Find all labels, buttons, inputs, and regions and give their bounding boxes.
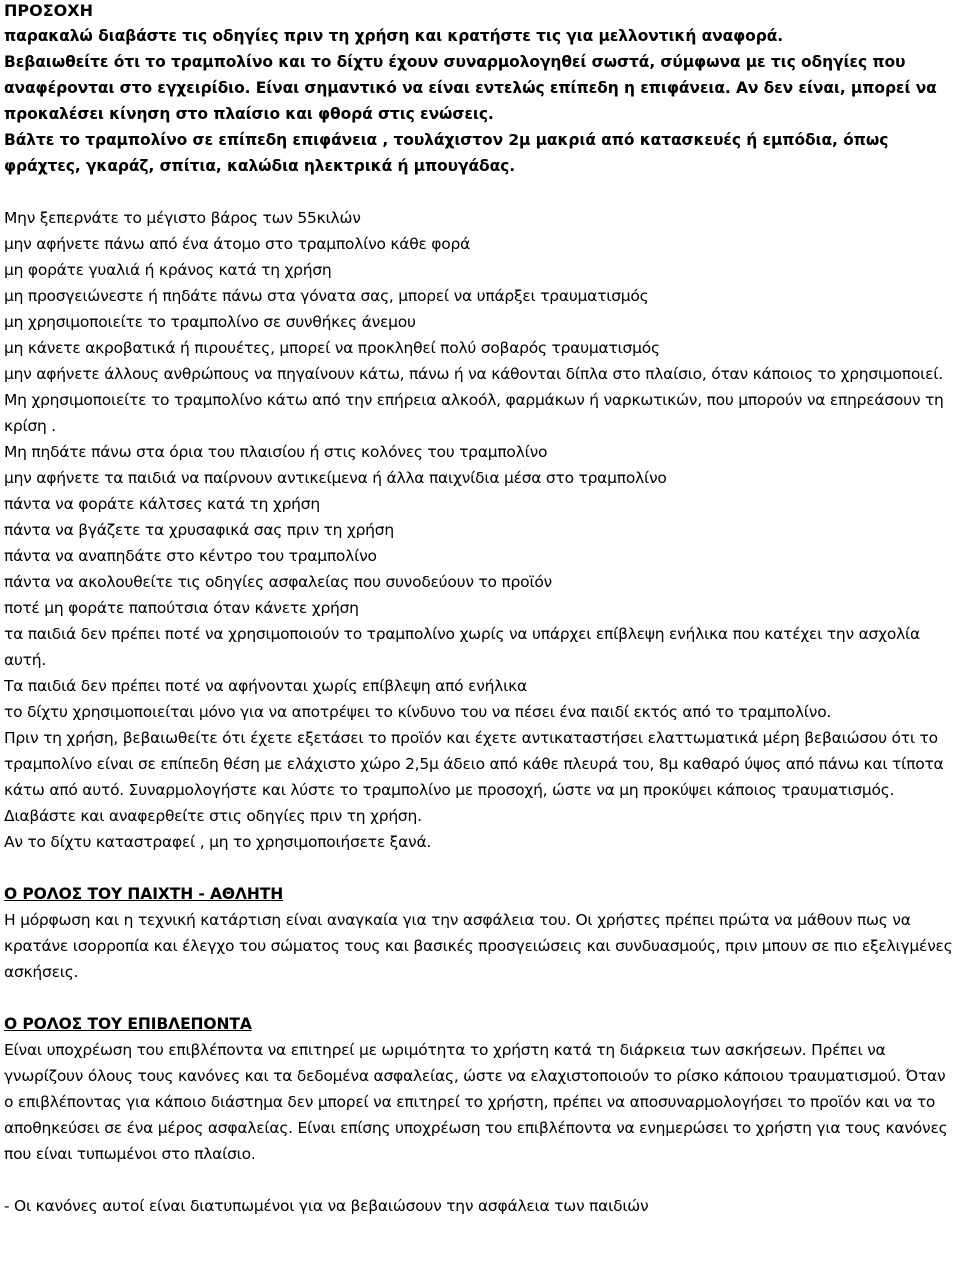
rule-line: μην αφήνετε άλλους ανθρώπους να πηγαίνουν κάτω, πάνω ή να κάθονται δίπλα στο πλαίσιο, όταν κάποιος το χρησιμοποιεί. [4,365,943,383]
rule-line: τα παιδιά δεν πρέπει ποτέ να χρησιμοποιούν το τραμπολίνο χωρίς να υπάρχει επίβλεψη ενήλικα που κατέχει την ασχολία αυτή. [4,625,920,669]
rule-line: Τα παιδιά δεν πρέπει ποτέ να αφήνονται χωρίς επίβλεψη από ενήλικα [4,677,527,695]
section-text: Είναι υποχρέωση του επιβλέποντα να επιτηρεί με ωριμότητα το χρήστη κατά τη διάρκεια των ασκήσεων. Πρέπει να γνωρίζουν όλους τους κανόνες και τα δεδομένα ασφαλείας, ώστε να ελαχιστοποιούν το ρίσκο κάποιου τραυματισμού. Όταν ο επιβλέποντας για κάποιο διάστημα δεν μπορεί να επιτηρεί το χρήστη, πρέπει να αποσυναρμολογήσει το προϊόν και να το αποθηκεύσει σε ένα μέρος ασφαλείας. Είναι επίσης υποχρέωση του επιβλέποντα να ενημερώσει το χρήστη για τους κανόνες που είναι τυπωμένοι στο πλαίσιο. [4,1041,948,1163]
rule-line: πάντα να φοράτε κάλτσες κατά τη χρήση [4,495,320,513]
footer-note [4,1193,956,1219]
rule-line: μην αφήνετε τα παιδιά να παίρνουν αντικείμενα ή άλλα παιχνίδια μέσα στο τραμπολίνο [4,469,667,487]
rule-line: πάντα να βγάζετε τα χρυσαφικά σας πριν τη χρήση [4,521,394,539]
rule-line: Μη χρησιμοποιείτε το τραμπολίνο κάτω από την επήρεια αλκοόλ, φαρμάκων ή ναρκωτικών, που μπορούν να επηρεάσουν τη κρίση . [4,391,944,435]
rule-line: το δίχτυ χρησιμοποιείται μόνο για να αποτρέψει το κίνδυνο του να πέσει ένα παιδί εκτός από το τραμπολίνο. [4,703,832,721]
rule-line: Μην ξεπερνάτε το μέγιστο βάρος των 55κιλών [4,209,361,227]
rule-line: πάντα να αναπηδάτε στο κέντρο του τραμπολίνο [4,547,377,565]
rule-line: ποτέ μη φοράτε παπούτσια όταν κάνετε χρήση [4,599,359,617]
rules-list [4,205,956,855]
rule-line: Πριν τη χρήση, βεβαιωθείτε ότι έχετε εξετάσει το προϊόν και έχετε αντικαταστήσει ελαττωματικά μέρη βεβαιώσου ότι το τραμπολίνο είναι σε επίπεδη θέση με ελάχιστο χώρο 2,5μ άδειο από κάθε πλευρά του, 8μ καθαρό ύψος από πάνω και τίποτα κάτω από αυτό. Συναρμολογήστε και λύστε το τραμπολίνο με προσοχή, ώστε να μη προκύψει κάποιος τραυματισμός. [4,729,944,799]
rule-line: μη κάνετε ακροβατικά ή πιρουέτες, μπορεί να προκληθεί πολύ σοβαρός τραυματισμός [4,339,660,357]
rule-line: μη χρησιμοποιείτε το τραμπολίνο σε συνθήκες άνεμου [4,313,416,331]
rule-line: μη φοράτε γυαλιά ή κράνος κατά τη χρήση [4,261,332,279]
rule-line: Μη πηδάτε πάνω στα όρια του πλαισίου ή στις κολόνες του τραμπολίνο [4,443,548,461]
footer-note-text: - Οι κανόνες αυτοί είναι διατυπωμένοι για να βεβαιώσουν την ασφάλεια των παιδιών [4,1197,649,1215]
rule-line: μην αφήνετε πάνω από ένα άτομο στο τραμπολίνο κάθε φορά [4,235,471,253]
section-heading: Ο ΡΟΛΟΣ ΤΟΥ ΠΑΙΧΤΗ - ΑΘΛΗΤΗ [4,885,284,903]
rule-line: Αν το δίχτυ καταστραφεί , μη το χρησιμοποιήσετε ξανά. [4,833,432,851]
player-role-section [4,881,956,985]
warning-paragraph: Βάλτε το τραμπολίνο σε επίπεδη επιφάνεια , τουλάχιστον 2μ μακριά από κατασκευές ή εμπόδια, όπως φράχτες, γκαράζ, σπίτια, καλώδια ηλεκτρικά ή μπουγάδας. [4,131,889,175]
section-heading: Ο ΡΟΛΟΣ ΤΟΥ ΕΠΙΒΛΕΠΟΝΤΑ [4,1015,252,1033]
supervisor-role-section [4,1011,956,1167]
warnings-block [4,23,956,179]
warning-paragraph: παρακαλώ διαβάστε τις οδηγίες πριν τη χρήση και κρατήστε τις για μελλοντική αναφορά. [4,27,784,45]
rule-line: πάντα να ακολουθείτε τις οδηγίες ασφαλείας που συνοδεύουν το προϊόν [4,573,552,591]
page-title: ΠΡΟΣΟΧΗ [4,1,93,20]
section-text: Η μόρφωση και η τεχνική κατάρτιση είναι αναγκαία για την ασφάλεια του. Οι χρήστες πρέπει πρώτα να μάθουν πως να κρατάνε ισορροπία και έλεγχο του σώματος τους και βασικές προσγειώσεις και συνδυασμούς, πριν μπουν σε πιο εξελιγμένες ασκήσεις. [4,911,953,981]
rule-line: μη προσγειώνεστε ή πηδάτε πάνω στα γόνατα σας, μπορεί να υπάρξει τραυματισμός [4,287,649,305]
warning-paragraph: Βεβαιωθείτε ότι το τραμπολίνο και το δίχτυ έχουν συναρμολογηθεί σωστά, σύμφωνα με τις οδηγίες που αναφέρονται στο εγχειρίδιο. Είναι σημαντικό να είναι εντελώς επίπεδη η επιφάνεια. Αν δεν είναι, μπορεί να προκαλέσει κίνηση στο πλαίσιο και φθορά στις ενώσεις. [4,53,937,123]
rule-line: Διαβάστε και αναφερθείτε στις οδηγίες πριν τη χρήση. [4,807,422,825]
